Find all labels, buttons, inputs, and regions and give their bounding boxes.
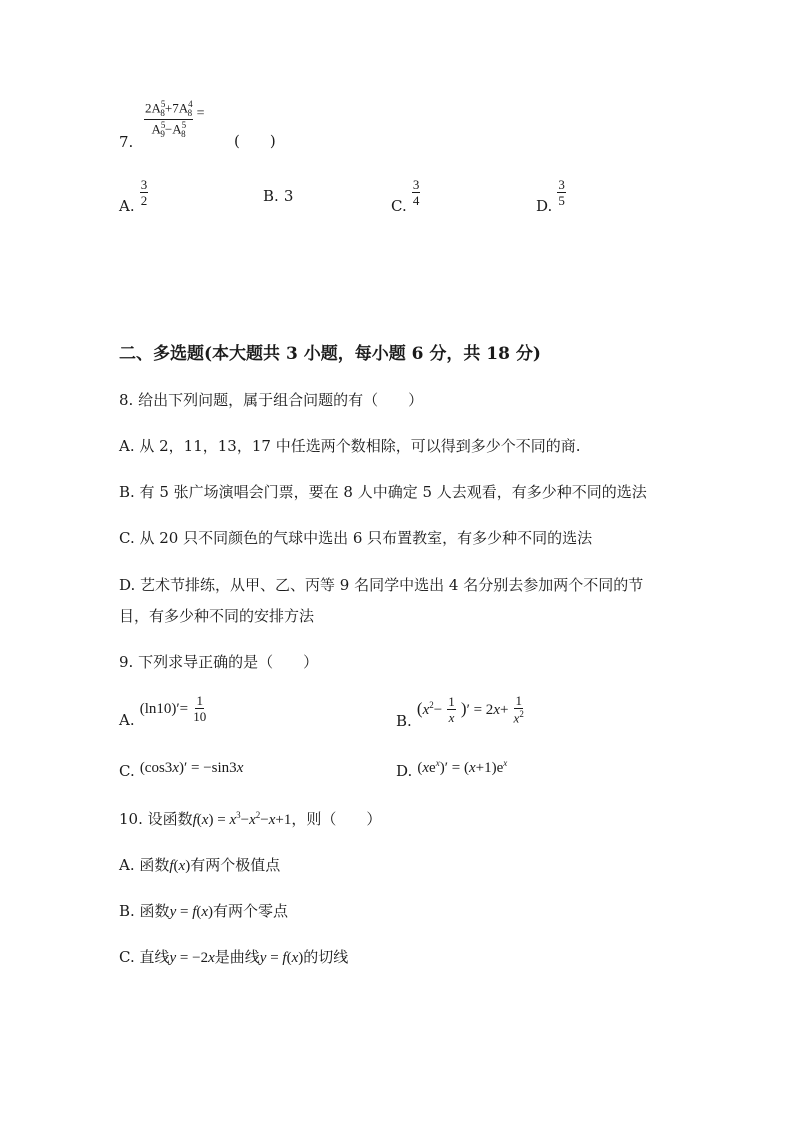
q9-option-a: A. (ln10)′= $\frac{1}{10}$ (119, 693, 207, 729)
q9-stem: 9. 下列求导正确的是（ ） (119, 653, 319, 671)
q9-option-b: B. ($x^2-$ $\frac{1}{x}$ )′ = 2x+ $\frac{1}{x^2}$ (396, 693, 524, 730)
q9-option-d: D. $(xe^x)' = (x+1)e^x$ (396, 758, 508, 780)
q10-option-c: C. 直线y = −2x是曲线y = f(x)的切线 (119, 948, 349, 966)
q7-option-a: A. $\frac{3}{2}$ (119, 177, 148, 215)
q7-option-b: B. 3 (263, 187, 294, 205)
q8-option-c: C. 从 20 只不同颜色的气球中选出 6 只布置教室，有多少种不同的选法 (119, 529, 593, 547)
q8-option-d-line1: D. 艺术节排练，从甲、乙、丙等 9 名同学中选出 4 名分别去参加两个不同的节 (119, 576, 644, 594)
q8-option-b: B. 有 5 张广场演唱会门票，要在 8 人中确定 5 人去观看，有多少种不同的选法 (119, 483, 647, 501)
q10-stem: 10. 设函数$f(x) = x^3-x^2-x+1$，则（ ） (119, 810, 382, 828)
section-heading: 二、多选题(本大题共 3 小题，每小题 6 分，共 18 分) (119, 344, 541, 364)
q7-option-c: C. $\frac{3}{4}$ (391, 177, 420, 215)
q7-option-d: D. $\frac{3}{5}$ (536, 177, 565, 215)
q7-number: 7. (119, 133, 134, 151)
q8-option-d-line2: 目，有多少种不同的安排方法 (119, 607, 315, 625)
q10-option-b: B. 函数y = f(x)有两个零点 (119, 902, 289, 920)
q7-expression: $\frac{2A^5_8+7A^4_8}{A^5_9-A^5_8}$ = (145, 99, 205, 139)
q9-option-c: C. (cos3x)′ = −sin3x (119, 760, 244, 780)
q10-option-a: A. 函数f(x)有两个极值点 (119, 856, 281, 874)
q8-stem: 8. 给出下列问题，属于组合问题的有（ ） (119, 391, 424, 409)
q8-option-a: A. 从 2，11，13，17 中任选两个数相除，可以得到多少个不同的商. (119, 437, 581, 455)
q7-answer-paren: ( ) (234, 132, 276, 150)
